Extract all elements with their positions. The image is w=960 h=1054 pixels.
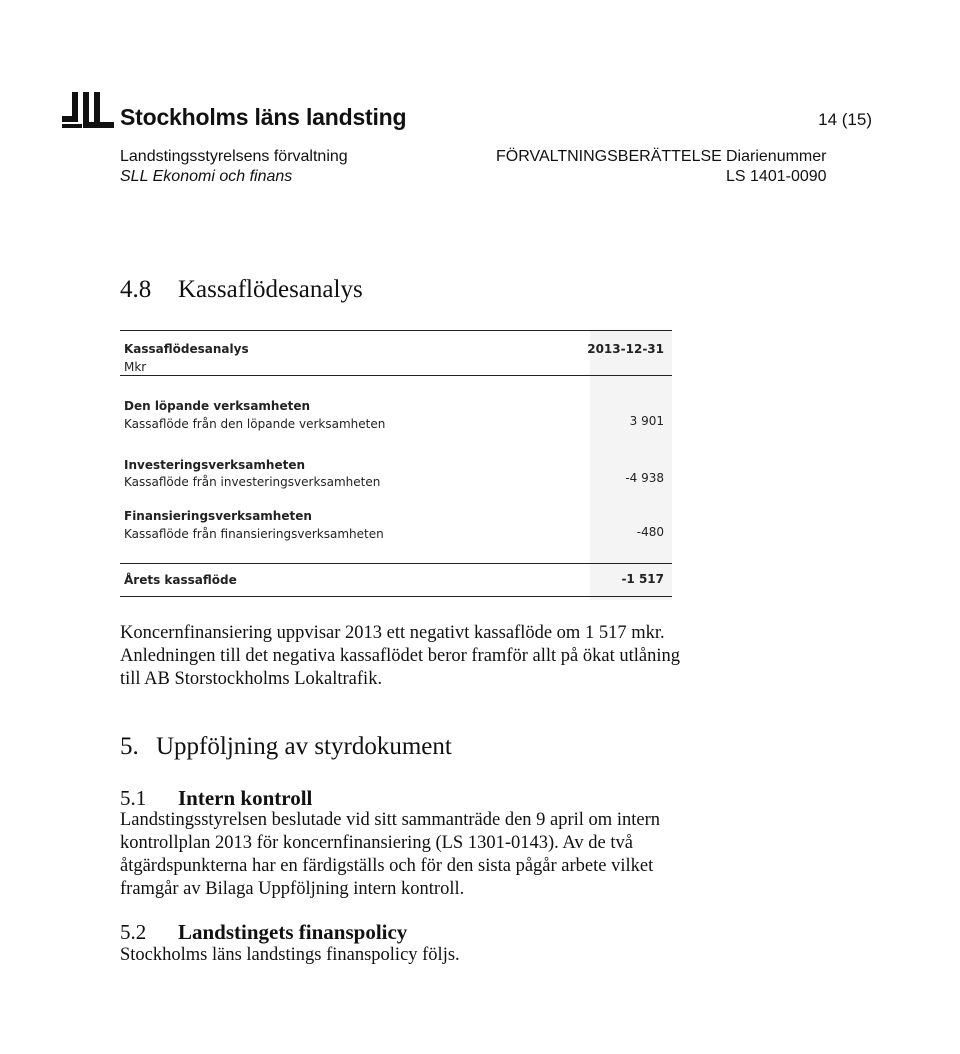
paragraph-line: kontrollplan 2013 för koncernfinansiering (LS 1301-0143). Av de två <box>120 833 633 853</box>
table-top-rule <box>120 330 672 331</box>
group-heading: Den löpande verksamheten <box>124 399 311 413</box>
section-title: Intern kontroll <box>178 786 313 810</box>
registration-label: Diarienummer <box>726 148 827 165</box>
section-4-8-heading <box>120 276 363 304</box>
table-row-label: Kassaflöde från den löpande verksamheten <box>124 417 386 431</box>
department-subunit: SLL Ekonomi och finans <box>120 168 293 185</box>
section-number: 5.1 <box>120 786 147 810</box>
table-row-label: Kassaflöde från investeringsverksamheten <box>124 475 381 489</box>
paragraph-line: Stockholms läns landstings finanspolicy följs. <box>120 945 460 965</box>
value-column-shading <box>590 330 672 600</box>
table-row-value: -4 938 <box>625 471 664 485</box>
group-heading: Finansieringsverksamheten <box>124 509 312 523</box>
section-title: Landstingets finanspolicy <box>178 920 408 944</box>
table-row-value: 3 901 <box>629 414 664 428</box>
table-bottom-rule <box>120 596 672 597</box>
paragraph-line: Landstingsstyrelsen beslutade vid sitt sammanträde den 9 april om intern <box>120 810 660 830</box>
section-title: Kassaflödesanalys <box>178 276 363 303</box>
paragraph-line: framgår av Bilaga Uppföljning intern kontroll. <box>120 879 465 899</box>
paragraph-line: till AB Storstockholms Lokaltrafik. <box>120 669 383 689</box>
table-unit: Mkr <box>124 360 147 374</box>
table-row-label: Kassaflöde från finansieringsverksamheten <box>124 527 384 541</box>
organization-name: Stockholms läns landsting <box>120 104 407 130</box>
paragraph-line: åtgärdspunkterna har en färdigställs och för den sista pågår arbete vilket <box>120 856 654 876</box>
section-number: 5.2 <box>120 920 147 944</box>
page-number: 14 (15) <box>818 110 872 129</box>
group-heading: Investeringsverksamheten <box>124 458 305 472</box>
table-header-rule <box>120 375 672 376</box>
section-5-1-heading <box>120 786 312 811</box>
document-type: FÖRVALTNINGSBERÄTTELSE <box>496 148 722 165</box>
table-row-value: -480 <box>636 525 664 539</box>
section-number: 4.8 <box>120 276 152 303</box>
section-5-heading <box>120 733 452 761</box>
section-5-2-heading <box>120 920 407 945</box>
section-title: Uppföljning av styrdokument <box>156 733 452 760</box>
paragraph-line: Anledningen till det negativa kassaflödet beror framför allt på ökat utlåning <box>120 646 680 666</box>
paragraph-line: Koncernfinansiering uppvisar 2013 ett negativt kassaflöde om 1 517 mkr. <box>120 623 665 643</box>
department-name: Landstingsstyrelsens förvaltning <box>120 148 348 165</box>
table-column-header: 2013-12-31 <box>587 342 664 356</box>
table-total-value: -1 517 <box>621 572 664 586</box>
table-total-label: Årets kassaflöde <box>124 573 237 587</box>
section-number: 5. <box>120 733 139 760</box>
table-total-top-rule <box>120 563 672 564</box>
registration-number: LS 1401-0090 <box>726 168 827 185</box>
table-title: Kassaflödesanalys <box>124 342 249 356</box>
sll-logo-icon <box>62 92 114 130</box>
